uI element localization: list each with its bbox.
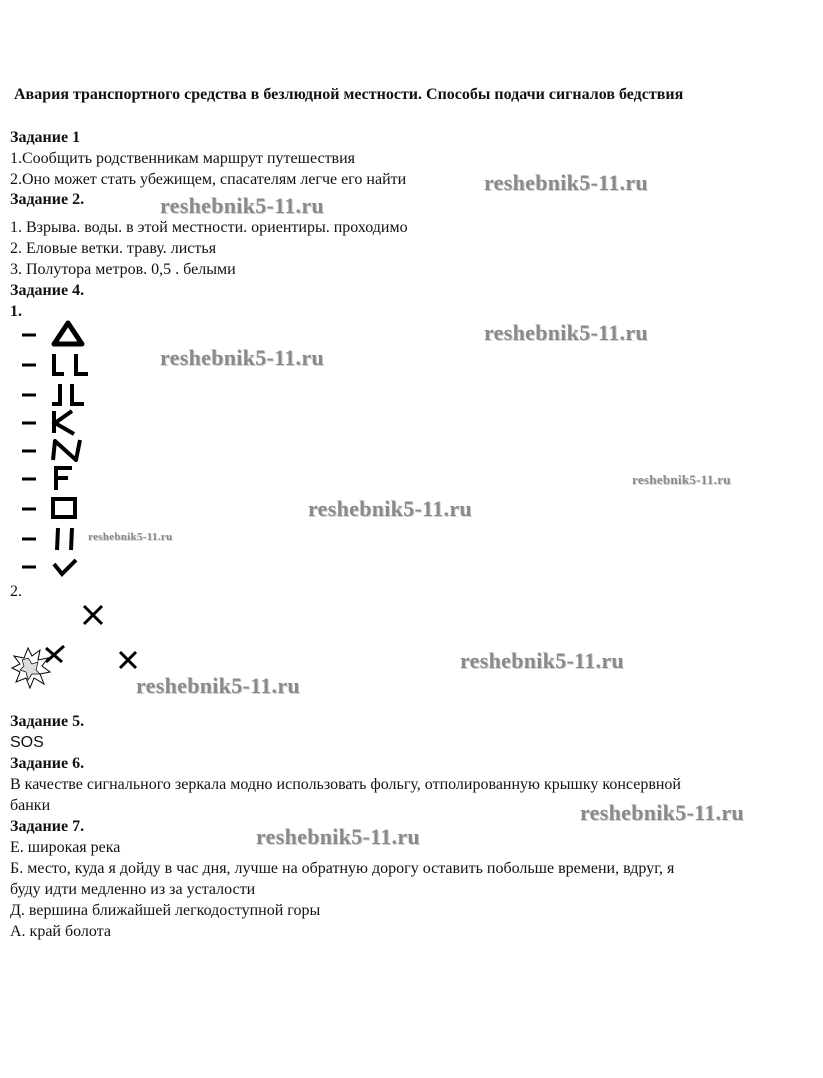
task7-line: буду идти медленно из за усталости [10,881,256,898]
k-icon [20,408,110,436]
task2-line: 3. Полутора метров. 0,5 . белыми [10,261,236,278]
watermark: reshebnik5-11.ru [256,824,420,849]
task4-part1-label: 1. [10,303,22,320]
n-icon [20,436,110,464]
watermark: reshebnik5-11.ru [160,193,324,218]
triangle-icon [20,320,110,348]
task7-line: А. край болота [10,923,111,940]
page-title: Авария транспортного средства в безлюдной местности. Способы подачи сигналов бедствия [14,86,684,103]
check-icon [20,552,110,580]
cross-icon [120,652,136,668]
task5-heading: Задание 5. [10,713,85,730]
task6-line: банки [10,797,51,814]
symbol-row-check [20,552,110,580]
cross-icon [84,606,102,624]
cross-icon [46,646,64,662]
task7-line: Д. вершина ближайшей легкодоступной горы [10,902,321,919]
symbol-row-square [20,494,110,522]
symbol-row-k [20,408,110,436]
task6-heading: Задание 6. [10,755,85,772]
watermark: reshebnik5-11.ru [460,648,624,673]
jl-icon [20,380,110,408]
watermark: reshebnik5-11.ru [308,496,472,521]
symbol-row-triangle [20,320,110,348]
task7-line: Е. широкая река [10,839,121,856]
watermark: reshebnik5-11.ru [136,673,300,698]
task4-part2-label: 2. [10,583,22,600]
symbol-row-jl [20,380,110,408]
task1-line: 1.Сообщить родственникам маршрут путешествия [10,150,356,167]
watermark: reshebnik5-11.ru [484,320,648,345]
task2-line: 2. Еловые ветки. траву. листья [10,240,217,257]
symbol-row-n [20,436,110,464]
square-icon [20,494,110,522]
watermark: reshebnik5-11.ru [484,170,648,195]
task2-line: 1. Взрыва. воды. в этой местности. ориентиры. проходимо [10,219,408,236]
task5-answer: SOS [10,734,44,751]
watermark: reshebnik5-11.ru [160,345,324,370]
task2-heading: Задание 2. [10,191,85,208]
watermark: reshebnik5-11.ru [88,531,173,543]
f-icon [20,464,110,492]
symbol-row-ll [20,350,110,378]
task1-heading: Задание 1 [10,129,81,146]
task7-line: Б. место, куда я дойду в час дня, лучше на обратную дорогу оставить побольше времени, вдруг, я [10,860,675,877]
task6-line: В качестве сигнального зеркала модно использовать фольгу, отполированную крышку консервной [10,776,681,793]
watermark: reshebnik5-11.ru [632,472,731,487]
task7-heading: Задание 7. [10,818,85,835]
signal-crosses-diagram [10,600,150,700]
symbol-row-f [20,464,110,492]
task1-line: 2.Оно может стать убежищем, спасателям легче его найти [10,171,407,188]
double-l-icon [20,350,110,378]
task4-heading: Задание 4. [10,282,85,299]
watermark: reshebnik5-11.ru [580,800,744,825]
